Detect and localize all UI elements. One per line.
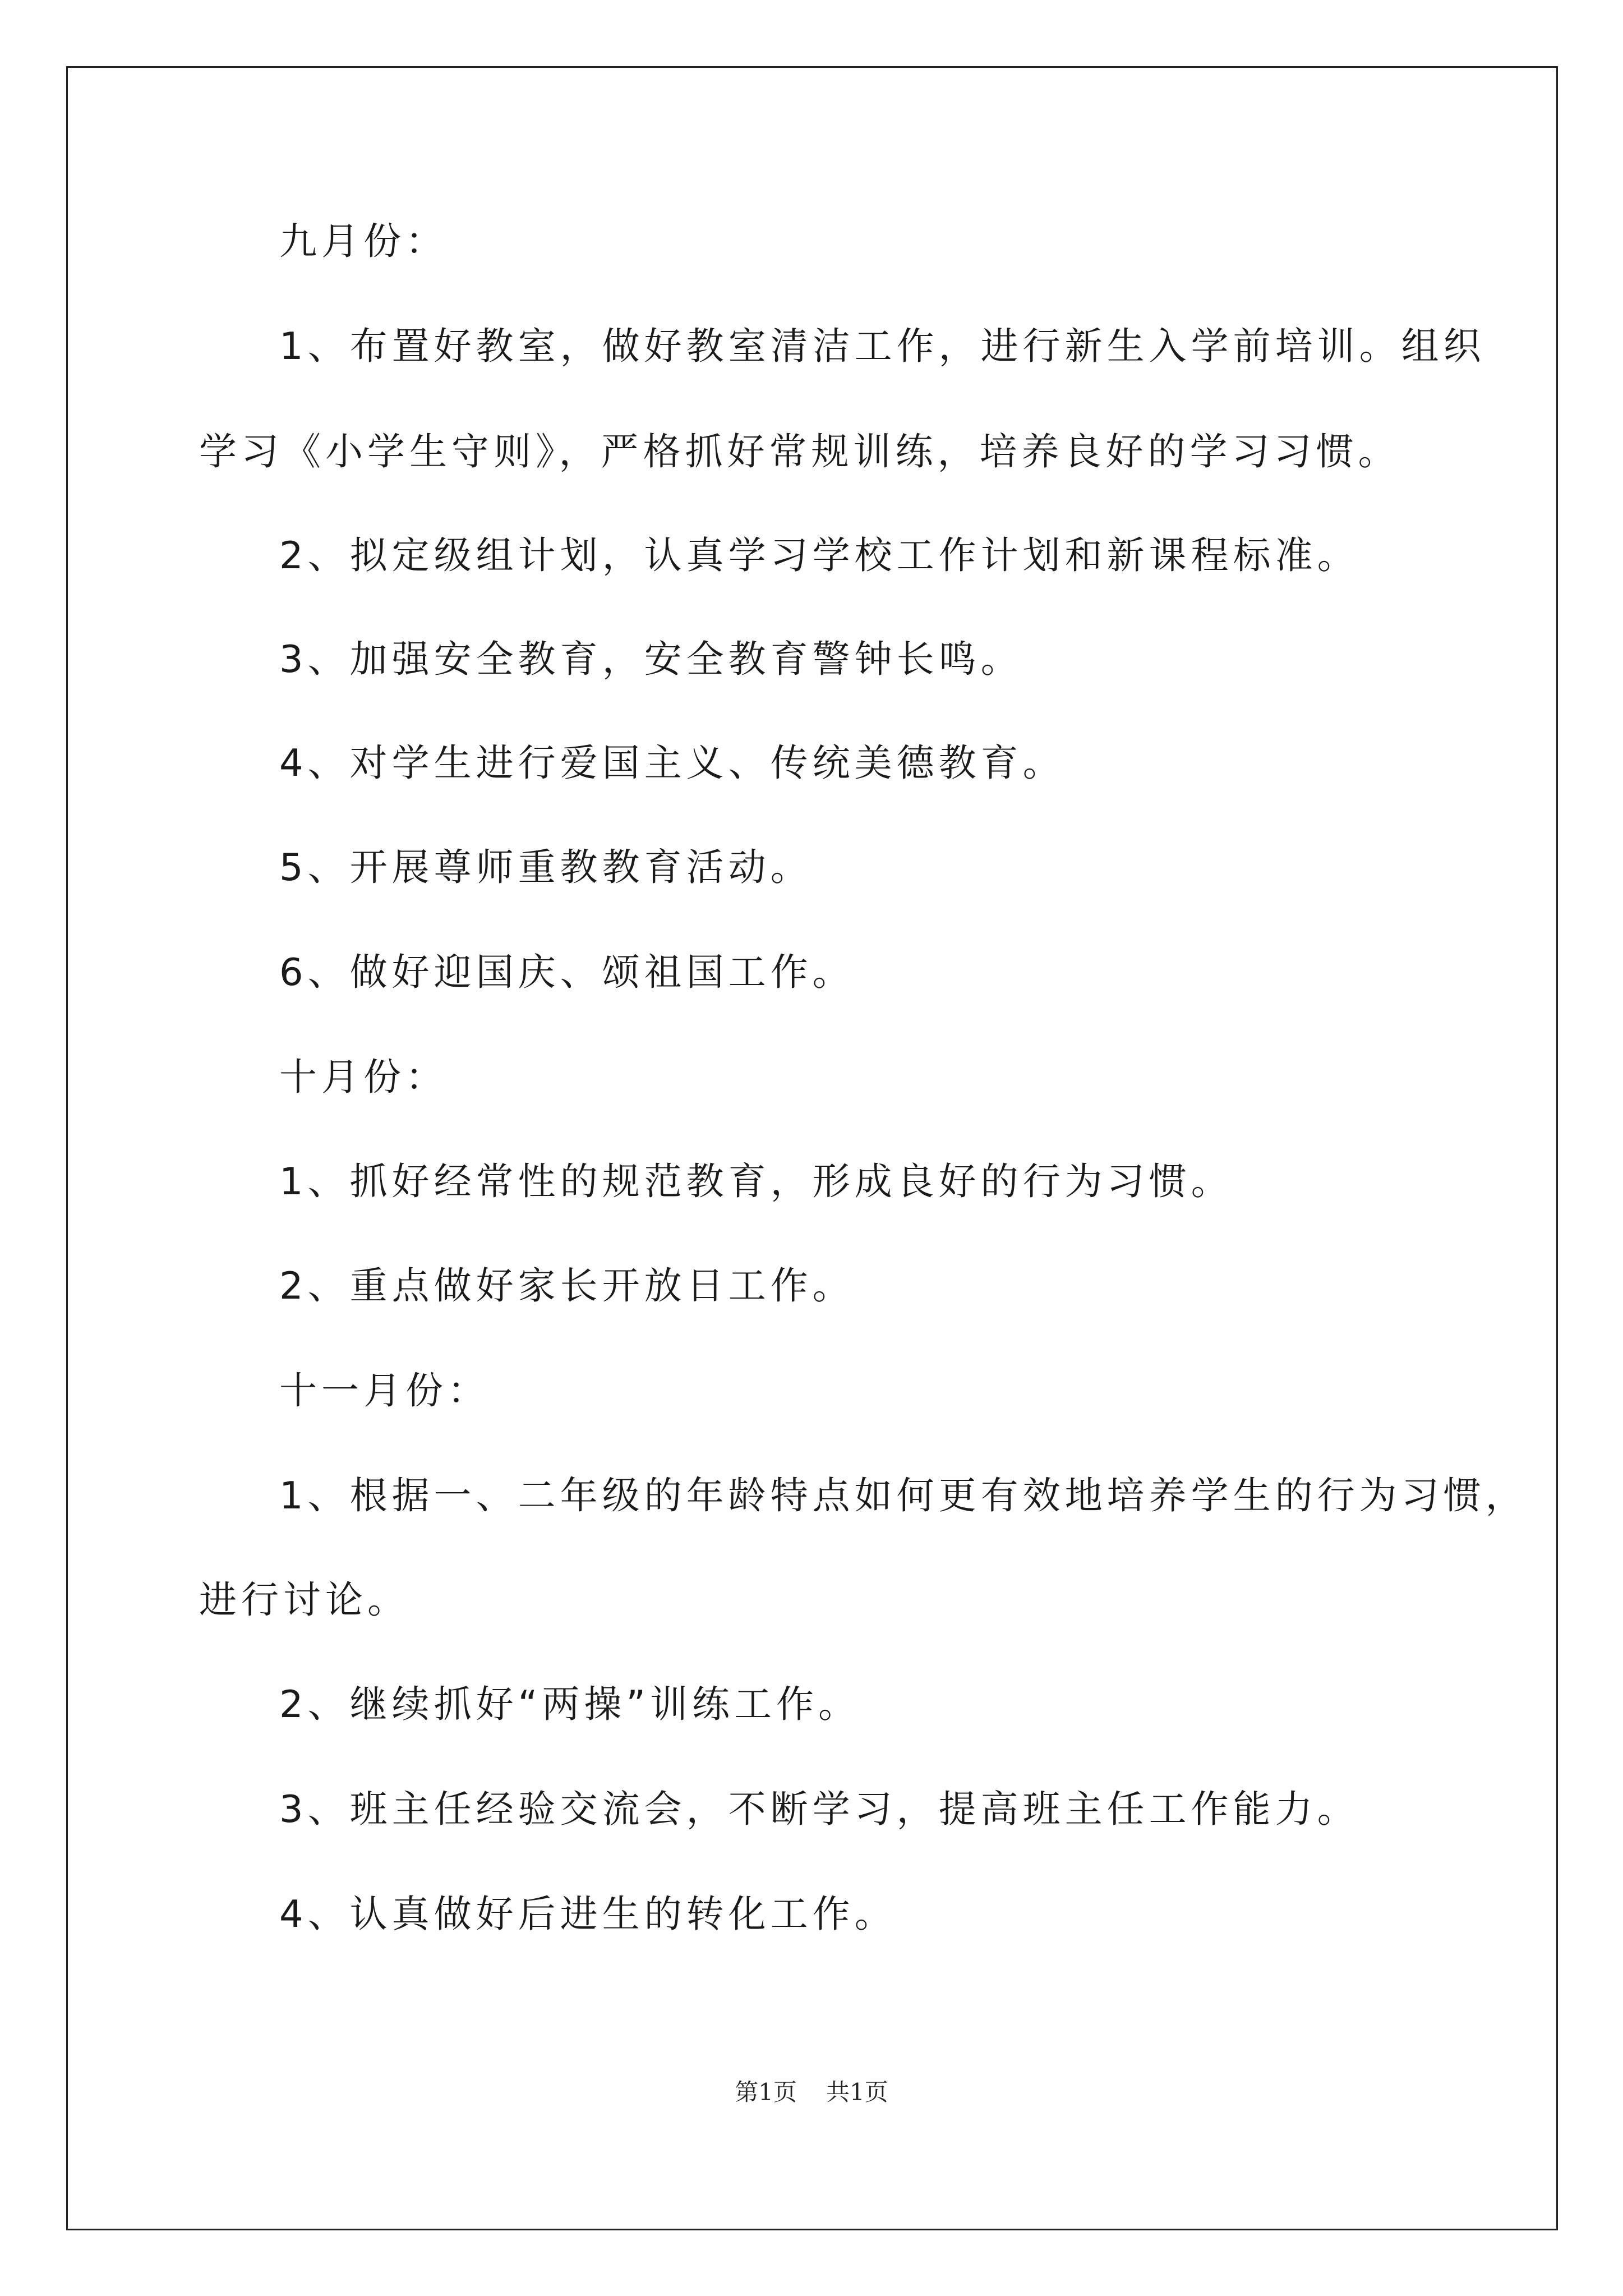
paragraph-line: 6、做好迎国庆、颂祖国工作。 [279, 950, 855, 994]
paragraph-line: 1、布置好教室，做好教室清洁工作，进行新生入学前培训。组织 [279, 324, 1486, 368]
paragraph-line: 3、班主任经验交流会，不断学习，提高班主任工作能力。 [279, 1787, 1359, 1831]
paragraph-line: 4、认真做好后进生的转化工作。 [279, 1892, 897, 1936]
section-heading-october: 十月份： [279, 1055, 448, 1099]
page-footer [0, 2078, 1623, 2106]
page-number: 第1页 [735, 2078, 797, 2106]
paragraph-line: 4、对学生进行爱国主义、传统美德教育。 [279, 741, 1065, 785]
paragraph-line: 5、开展尊师重教教育活动。 [279, 845, 813, 889]
paragraph-line: 3、加强安全教育，安全教育警钟长鸣。 [279, 637, 1023, 681]
paragraph-line: 2、重点做好家长开放日工作。 [279, 1264, 855, 1308]
page-total: 共1页 [826, 2078, 888, 2106]
paragraph-line: 1、抓好经常性的规范教育，形成良好的行为习惯。 [279, 1159, 1233, 1203]
section-heading-november: 十一月份： [279, 1369, 490, 1412]
paragraph-line: 1、根据一、二年级的年龄特点如何更有效地培养学生的行为习惯， [279, 1474, 1528, 1517]
paragraph-line: 2、继续抓好“两操”训练工作。 [279, 1682, 861, 1726]
paragraph-line: 学习《小学生守则》，严格抓好常规训练，培养良好的学习习惯。 [199, 430, 1400, 473]
paragraph-line: 2、拟定级组计划，认真学习学校工作计划和新课程标准。 [279, 533, 1359, 577]
paragraph-line: 进行讨论。 [199, 1578, 409, 1622]
section-heading-september: 九月份： [279, 219, 448, 263]
